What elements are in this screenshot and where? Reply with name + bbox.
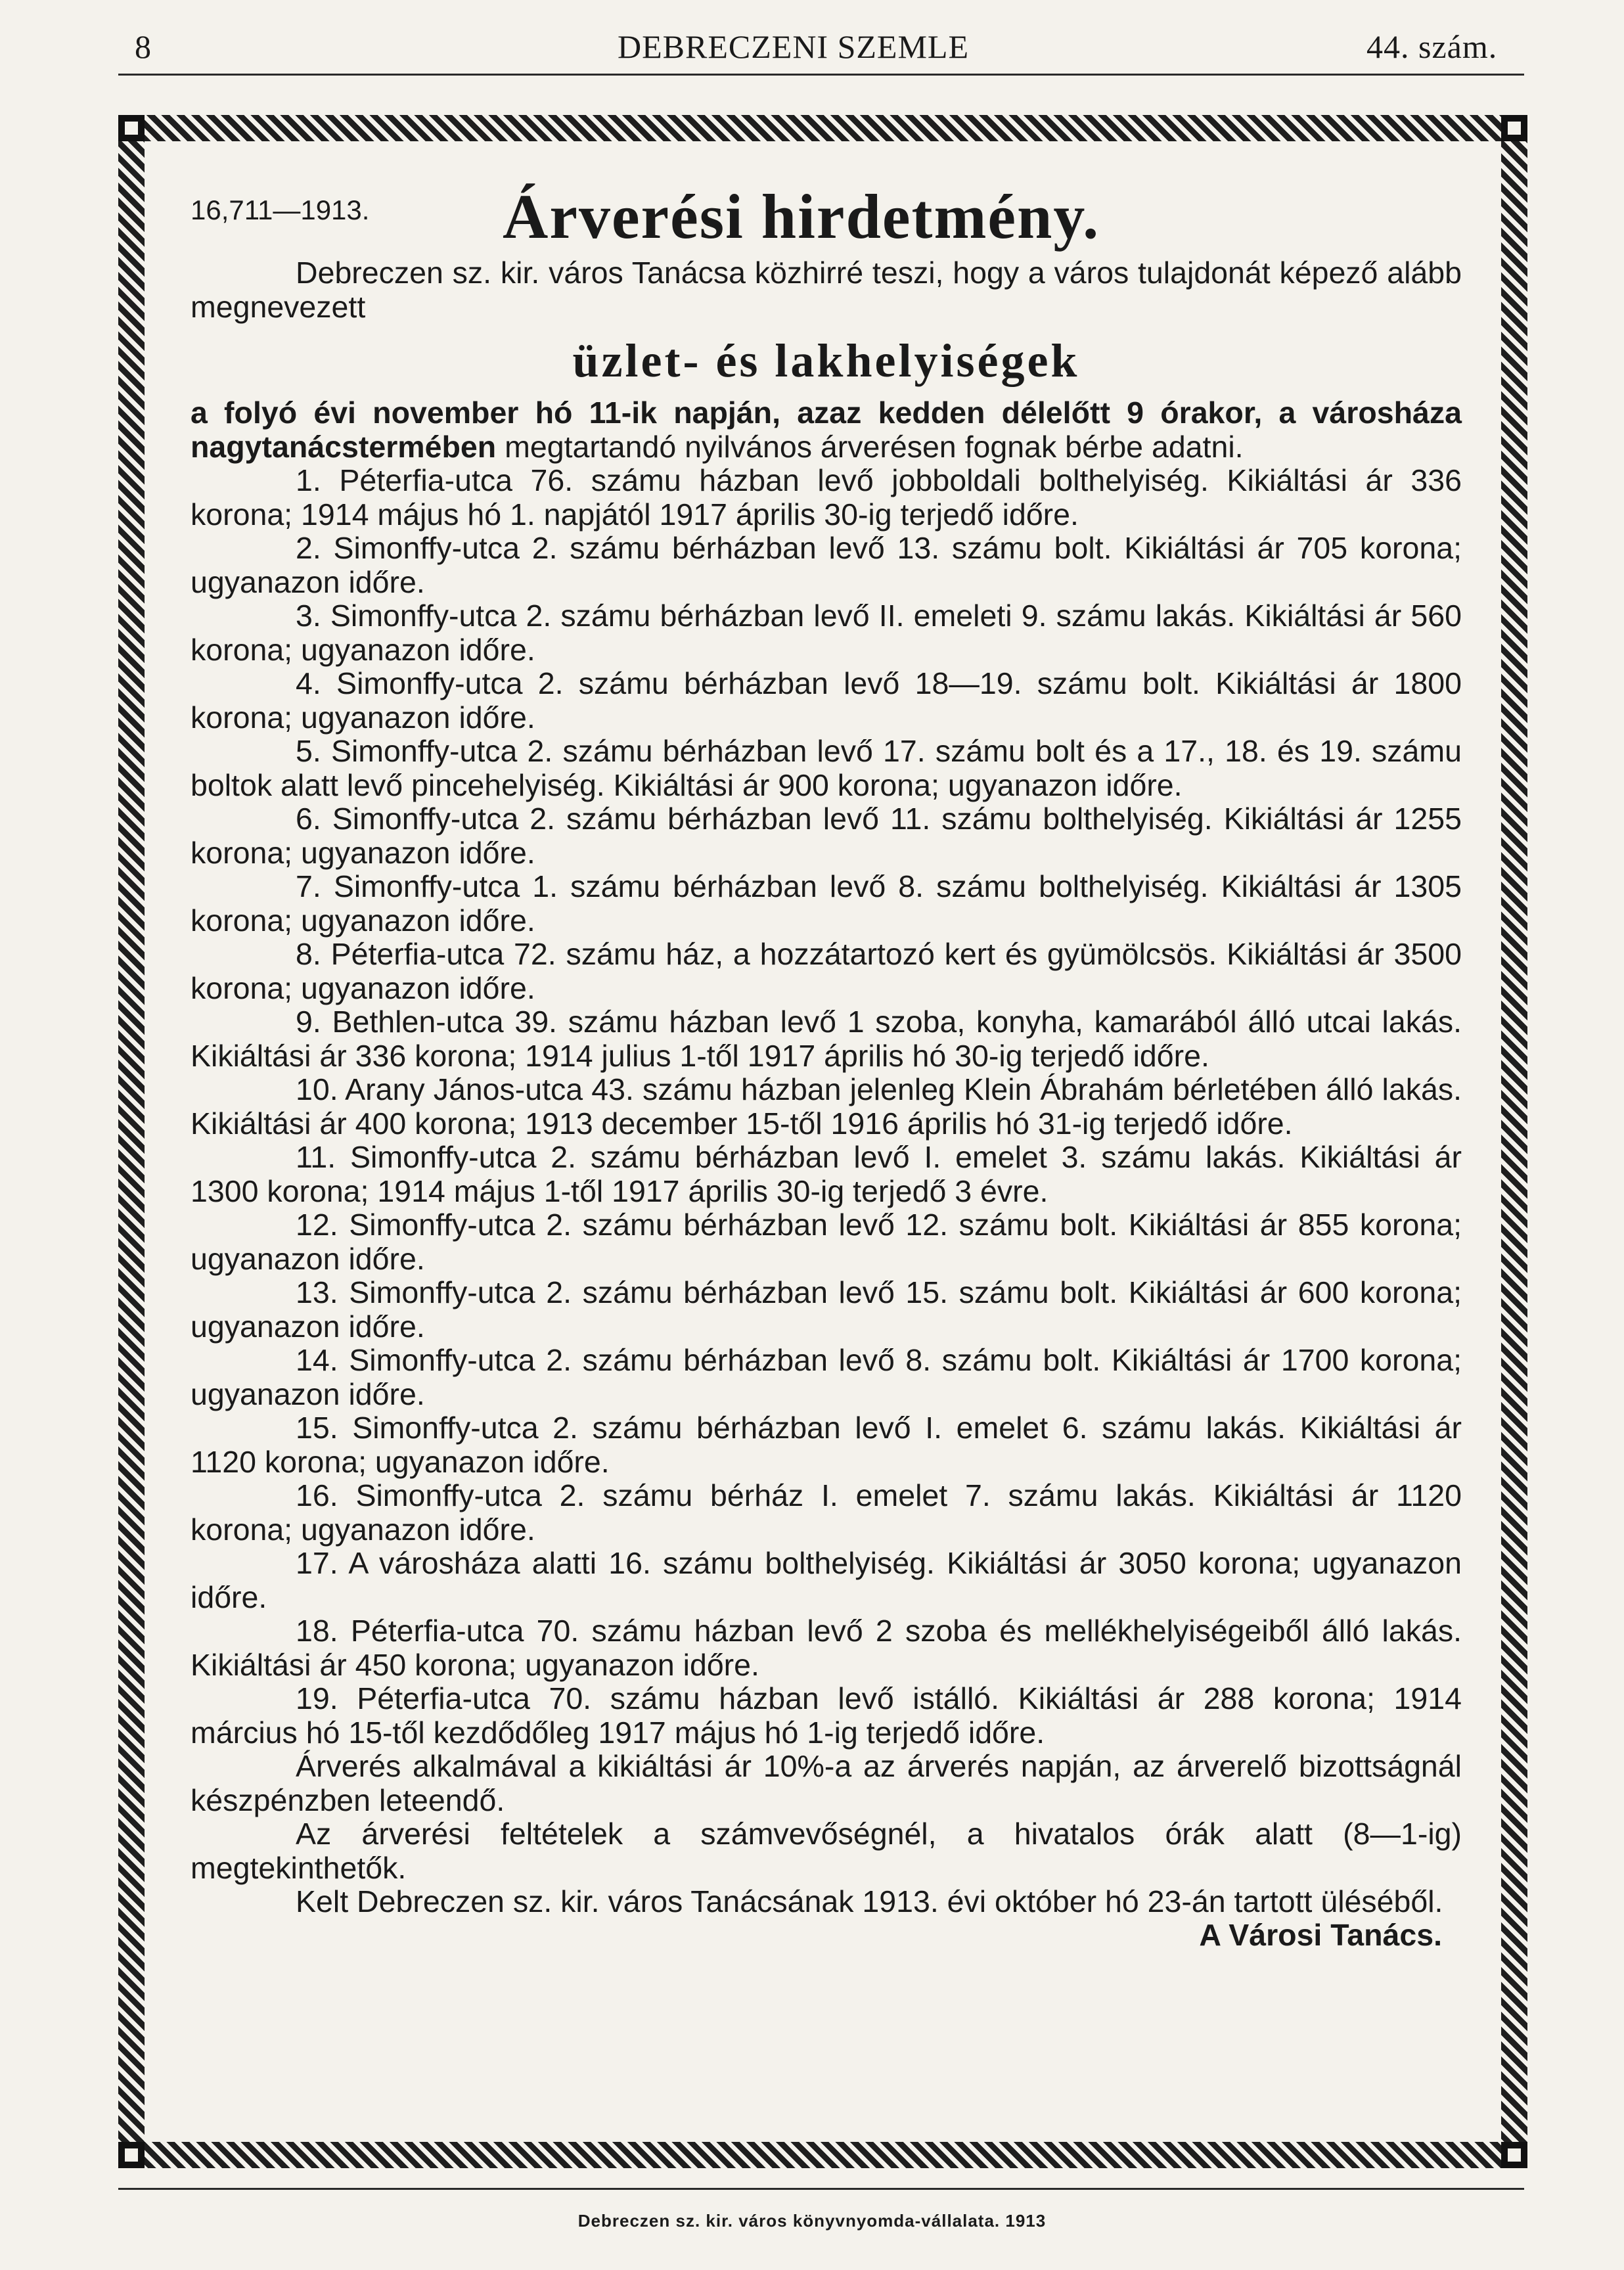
auction-date-rest: megtartandó nyilvános árverésen fognak bérbe adatni.: [496, 429, 1244, 464]
list-item: 4. Simonffy-utca 2. számu bérházban levő 18—19. számu bolt. Kikiáltási ár 1800 korona; ugyanazon időre.: [191, 666, 1462, 735]
list-item: 8. Péterfia-utca 72. számu ház, a hozzátartozó kert és gyümölcsös. Kikiáltási ár 3500 korona; ugyanazon időre.: [191, 937, 1462, 1005]
footer-rule: [118, 2188, 1524, 2190]
border-corner-ornament: [118, 2142, 145, 2168]
list-item: 12. Simonffy-utca 2. számu bérházban levő 12. számu bolt. Kikiáltási ár 855 korona; ugyanazon időre.: [191, 1208, 1462, 1276]
list-item: 2. Simonffy-utca 2. számu bérházban levő 13. számu bolt. Kikiáltási ár 705 korona; ugyanazon időre.: [191, 531, 1462, 599]
auction-notice: [191, 164, 1462, 1952]
list-item: 19. Péterfia-utca 70. számu házban levő istálló. Kikiáltási ár 288 korona; 1914 március hó 15-től kezdődőleg 1917 május hó 1-ig terjedő időre.: [191, 1681, 1462, 1750]
notice-title: Árverési hirdetmény.: [503, 181, 1100, 252]
border-corner-ornament: [1501, 2142, 1527, 2168]
list-item: 9. Bethlen-utca 39. számu házban levő 1 szoba, konyha, kamarából álló utcai lakás. Kikiáltási ár 336 korona; 1914 julius 1-től 1917 április hó 30-ig terjedő időre.: [191, 1005, 1462, 1073]
conditions-paragraph: Az árverési feltételek a számvevőségnél, a hivatalos órák alatt (8—1-ig) megtekinthetők.: [191, 1817, 1462, 1885]
list-item: 5. Simonffy-utca 2. számu bérházban levő 17. számu bolt és a 17., 18. és 19. számu boltok alatt levő pincehelyiség. Kikiáltási ár 900 korona; ugyanazon időre.: [191, 734, 1462, 802]
list-item: 3. Simonffy-utca 2. számu bérházban levő II. emeleti 9. számu lakás. Kikiáltási ár 560 korona; ugyanazon időre.: [191, 599, 1462, 667]
page-number: 8: [135, 28, 152, 65]
list-item: 18. Péterfia-utca 70. számu házban levő 2 szoba és mellékhelyiségeiből álló lakás. Kikiáltási ár 450 korona; ugyanazon időre.: [191, 1614, 1462, 1682]
journal-title: DEBRECZENI SZEMLE: [618, 28, 970, 65]
signature: A Városi Tanács.: [1199, 1918, 1442, 1952]
list-item: 14. Simonffy-utca 2. számu bérházban levő 8. számu bolt. Kikiáltási ár 1700 korona; ugyanazon időre.: [191, 1343, 1462, 1411]
list-item: 16. Simonffy-utca 2. számu bérház I. emelet 7. számu lakás. Kikiáltási ár 1120 korona; ugyanazon időre.: [191, 1478, 1462, 1547]
deposit-paragraph: Árverés alkalmával a kikiáltási ár 10%-a az árverés napján, az árverelő bizottságnál készpénzben leteendő.: [191, 1749, 1462, 1817]
list-item: 15. Simonffy-utca 2. számu bérházban levő I. emelet 6. számu lakás. Kikiáltási ár 1120 korona; ugyanazon időre.: [191, 1411, 1462, 1479]
list-item: 13. Simonffy-utca 2. számu bérházban levő 15. számu bolt. Kikiáltási ár 600 korona; ugyanazon időre.: [191, 1275, 1462, 1344]
list-item: 6. Simonffy-utca 2. számu bérházban levő 11. számu bolthelyiség. Kikiáltási ár 1255 korona; ugyanazon időre.: [191, 802, 1462, 870]
signature-block: [191, 1884, 1462, 1952]
header-rule: [118, 74, 1524, 76]
dated-text: Kelt Debreczen sz. kir. város Tanácsának 1913. évi október hó 23-án tartott üléséből.: [296, 1884, 1443, 1918]
reference-number: 16,711—1913.: [191, 194, 370, 225]
border-corner-ornament: [118, 115, 145, 141]
issue-number: 44. szám.: [1366, 28, 1498, 65]
intro-paragraph: Debreczen sz. kir. város Tanácsa közhirré teszi, hogy a város tulajdonát képező alább megnevezett: [191, 256, 1462, 324]
list-item: 17. A városháza alatti 16. számu bolthelyiség. Kikiáltási ár 3050 korona; ugyanazon időre.: [191, 1546, 1462, 1614]
list-item: 11. Simonffy-utca 2. számu bérházban levő I. emelet 3. számu lakás. Kikiáltási ár 1300 korona; 1914 május 1-től 1917 április 30-ig terjedő 3 évre.: [191, 1140, 1462, 1208]
list-item: 7. Simonffy-utca 1. számu bérházban levő 8. számu bolthelyiség. Kikiáltási ár 1305 korona; ugyanazon időre.: [191, 869, 1462, 938]
auction-date-paragraph: [191, 396, 1462, 464]
title-row: [191, 164, 1462, 256]
auction-date-bold: a folyó évi november hó 11-ik napján, azaz kedden délelőtt 9 órakor, a városháza nagytanácstermében: [191, 396, 1462, 464]
list-item: 10. Arany János-utca 43. számu házban jelenleg Klein Ábrahám bérletében álló lakás. Kikiáltási ár 400 korona; 1913 december 15-től 1916 április hó 31-ig terjedő időre.: [191, 1072, 1462, 1141]
item-list: [191, 464, 1462, 1750]
page-header: [0, 0, 1624, 85]
dated-paragraph: [191, 1885, 1462, 1919]
border-corner-ornament: [1501, 115, 1527, 141]
list-item: 1. Péterfia-utca 76. számu házban levő jobboldali bolthelyiség. Kikiáltási ár 336 korona; 1914 május hó 1. napjától 1917 április 30-ig terjedő időre.: [191, 463, 1462, 532]
printer-imprint: Debreczen sz. kir. város könyvnyomda-vállalata. 1913: [577, 2211, 1047, 2231]
notice-subtitle: üzlet- és lakhelyiségek: [572, 334, 1080, 387]
